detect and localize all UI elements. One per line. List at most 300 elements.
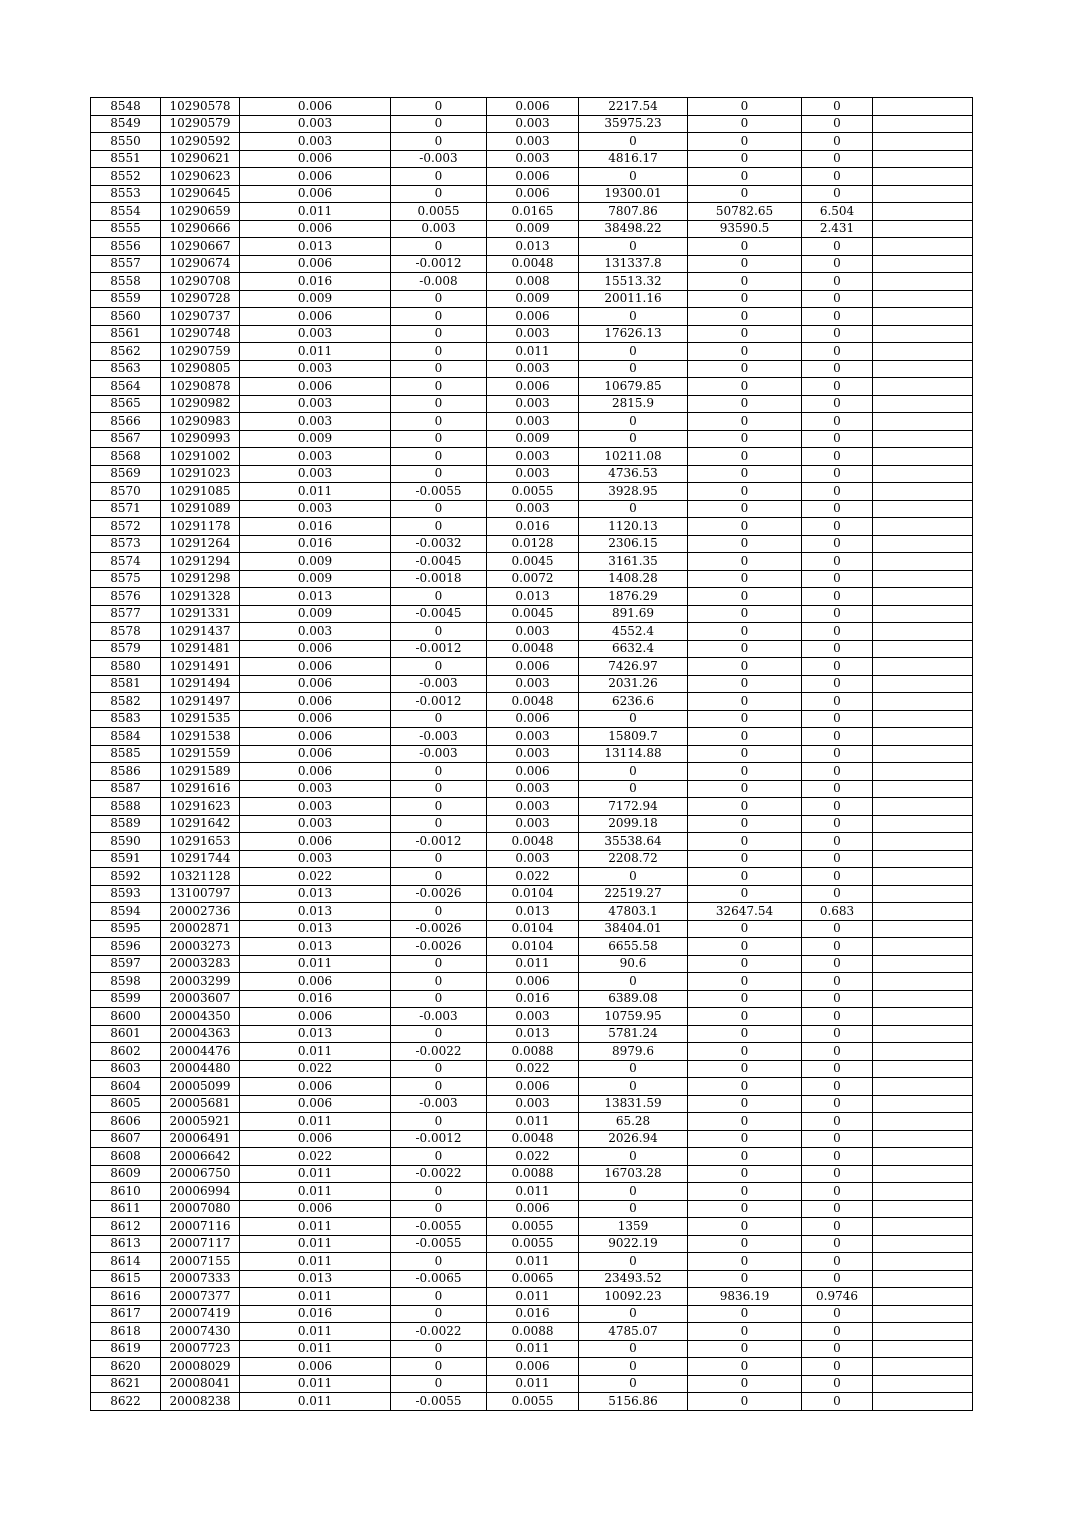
ratio-cell: 0.9746 [802,1288,873,1306]
value-a-cell: 0.006 [240,675,391,693]
ratio-cell: 0 [802,798,873,816]
row-index-cell: 8582 [91,693,161,711]
id-cell: 20007117 [161,1235,240,1253]
value-b-cell: 0 [391,1253,487,1271]
ratio-cell: 0 [802,833,873,851]
empty-cell [873,1253,973,1271]
amount-2-cell: 0 [688,150,802,168]
table-row [91,745,973,763]
empty-cell [873,588,973,606]
ratio-cell: 0 [802,1375,873,1393]
row-index-cell: 8578 [91,623,161,641]
table-row [91,290,973,308]
id-cell: 20003299 [161,973,240,991]
ratio-cell: 0 [802,850,873,868]
amount-2-cell: 0 [688,1095,802,1113]
row-index-cell: 8568 [91,448,161,466]
id-cell: 20005921 [161,1113,240,1131]
empty-cell [873,1095,973,1113]
value-b-cell: -0.008 [391,273,487,291]
row-index-cell: 8599 [91,990,161,1008]
row-index-cell: 8555 [91,220,161,238]
id-cell: 10291437 [161,623,240,641]
row-index-cell: 8618 [91,1323,161,1341]
amount-cell: 7807.86 [579,203,688,221]
id-cell: 10291744 [161,850,240,868]
ratio-cell: 0 [802,1305,873,1323]
id-cell: 10290623 [161,168,240,186]
value-c-cell: 0.016 [487,990,579,1008]
amount-2-cell: 0 [688,588,802,606]
table-row [91,518,973,536]
id-cell: 10291616 [161,780,240,798]
table-row [91,553,973,571]
ratio-cell: 0 [802,325,873,343]
amount-cell: 0 [579,1183,688,1201]
amount-2-cell: 0 [688,378,802,396]
ratio-cell: 0 [802,255,873,273]
id-cell: 10290666 [161,220,240,238]
amount-cell: 0 [579,413,688,431]
table-row [91,1305,973,1323]
amount-cell: 2099.18 [579,815,688,833]
value-b-cell: -0.0012 [391,693,487,711]
value-a-cell: 0.006 [240,150,391,168]
value-a-cell: 0.011 [240,1375,391,1393]
empty-cell [873,815,973,833]
id-cell: 10291294 [161,553,240,571]
amount-cell: 6655.58 [579,938,688,956]
value-a-cell: 0.016 [240,518,391,536]
row-index-cell: 8616 [91,1288,161,1306]
value-c-cell: 0.003 [487,728,579,746]
value-a-cell: 0.011 [240,1235,391,1253]
empty-cell [873,1043,973,1061]
id-cell: 10291642 [161,815,240,833]
row-index-cell: 8590 [91,833,161,851]
value-c-cell: 0.0055 [487,1218,579,1236]
id-cell: 10291085 [161,483,240,501]
id-cell: 10290674 [161,255,240,273]
value-b-cell: 0 [391,413,487,431]
amount-cell: 0 [579,1375,688,1393]
ratio-cell: 0 [802,1025,873,1043]
value-c-cell: 0.006 [487,185,579,203]
amount-2-cell: 0 [688,798,802,816]
ratio-cell: 0 [802,955,873,973]
value-a-cell: 0.011 [240,1043,391,1061]
table-row [91,780,973,798]
value-c-cell: 0.006 [487,1078,579,1096]
amount-cell: 3928.95 [579,483,688,501]
id-cell: 20005099 [161,1078,240,1096]
empty-cell [873,973,973,991]
amount-2-cell: 0 [688,518,802,536]
row-index-cell: 8558 [91,273,161,291]
value-c-cell: 0.011 [487,1183,579,1201]
table-row [91,920,973,938]
value-a-cell: 0.016 [240,535,391,553]
value-c-cell: 0.003 [487,360,579,378]
value-b-cell: -0.0045 [391,553,487,571]
amount-cell: 6236.6 [579,693,688,711]
value-a-cell: 0.006 [240,1358,391,1376]
value-c-cell: 0.011 [487,343,579,361]
amount-cell: 0 [579,1200,688,1218]
value-a-cell: 0.006 [240,308,391,326]
table-row [91,413,973,431]
empty-cell [873,483,973,501]
value-a-cell: 0.003 [240,500,391,518]
value-c-cell: 0.0072 [487,570,579,588]
table-row [91,710,973,728]
value-b-cell: 0 [391,430,487,448]
amount-cell: 891.69 [579,605,688,623]
amount-cell: 6389.08 [579,990,688,1008]
ratio-cell: 0 [802,150,873,168]
table-row [91,378,973,396]
value-c-cell: 0.003 [487,850,579,868]
value-c-cell: 0.011 [487,1340,579,1358]
id-cell: 20006491 [161,1130,240,1148]
value-c-cell: 0.006 [487,1200,579,1218]
row-index-cell: 8591 [91,850,161,868]
empty-cell [873,763,973,781]
id-cell: 20004480 [161,1060,240,1078]
amount-cell: 2026.94 [579,1130,688,1148]
value-c-cell: 0.003 [487,150,579,168]
amount-cell: 4736.53 [579,465,688,483]
table-row [91,1008,973,1026]
empty-cell [873,1358,973,1376]
table-row [91,1323,973,1341]
value-b-cell: 0 [391,1025,487,1043]
value-b-cell: 0 [391,780,487,798]
ratio-cell: 0 [802,1148,873,1166]
empty-cell [873,640,973,658]
row-index-cell: 8611 [91,1200,161,1218]
value-c-cell: 0.003 [487,675,579,693]
id-cell: 10290728 [161,290,240,308]
row-index-cell: 8592 [91,868,161,886]
amount-cell: 10679.85 [579,378,688,396]
value-b-cell: -0.0065 [391,1270,487,1288]
table-row [91,815,973,833]
amount-2-cell: 0 [688,465,802,483]
id-cell: 20008238 [161,1393,240,1411]
table-row [91,1288,973,1306]
value-a-cell: 0.006 [240,1078,391,1096]
value-a-cell: 0.006 [240,98,391,116]
value-b-cell: -0.0022 [391,1165,487,1183]
amount-cell: 2208.72 [579,850,688,868]
amount-2-cell: 0 [688,973,802,991]
value-b-cell: -0.0026 [391,920,487,938]
value-a-cell: 0.016 [240,273,391,291]
row-index-cell: 8594 [91,903,161,921]
ratio-cell: 0 [802,623,873,641]
ratio-cell: 0 [802,780,873,798]
empty-cell [873,413,973,431]
row-index-cell: 8612 [91,1218,161,1236]
value-a-cell: 0.022 [240,1060,391,1078]
amount-2-cell: 0 [688,185,802,203]
value-c-cell: 0.0055 [487,1393,579,1411]
row-index-cell: 8574 [91,553,161,571]
amount-cell: 2031.26 [579,675,688,693]
row-index-cell: 8554 [91,203,161,221]
ratio-cell: 0 [802,1078,873,1096]
amount-2-cell: 0 [688,448,802,466]
id-cell: 10321128 [161,868,240,886]
table-row [91,1183,973,1201]
table-row [91,640,973,658]
table-row [91,273,973,291]
value-a-cell: 0.009 [240,570,391,588]
ratio-cell: 2.431 [802,220,873,238]
value-b-cell: 0 [391,588,487,606]
id-cell: 10290982 [161,395,240,413]
table-row [91,1393,973,1411]
ratio-cell: 0 [802,1200,873,1218]
value-a-cell: 0.006 [240,378,391,396]
value-b-cell: -0.003 [391,1008,487,1026]
id-cell: 10291331 [161,605,240,623]
amount-cell: 7426.97 [579,658,688,676]
value-a-cell: 0.011 [240,1165,391,1183]
amount-2-cell: 0 [688,1200,802,1218]
table-row [91,1130,973,1148]
value-a-cell: 0.006 [240,745,391,763]
value-a-cell: 0.009 [240,553,391,571]
id-cell: 10291178 [161,518,240,536]
row-index-cell: 8579 [91,640,161,658]
ratio-cell: 0 [802,1393,873,1411]
value-a-cell: 0.013 [240,238,391,256]
value-a-cell: 0.011 [240,1113,391,1131]
empty-cell [873,1113,973,1131]
value-c-cell: 0.0055 [487,1235,579,1253]
amount-cell: 7172.94 [579,798,688,816]
amount-cell: 3161.35 [579,553,688,571]
value-b-cell: -0.003 [391,675,487,693]
amount-2-cell: 50782.65 [688,203,802,221]
value-c-cell: 0.0048 [487,833,579,851]
table-row [91,1375,973,1393]
value-a-cell: 0.013 [240,920,391,938]
empty-cell [873,465,973,483]
value-b-cell: 0 [391,903,487,921]
value-a-cell: 0.006 [240,693,391,711]
table-row [91,220,973,238]
table-row [91,448,973,466]
empty-cell [873,780,973,798]
value-c-cell: 0.003 [487,413,579,431]
empty-cell [873,1060,973,1078]
row-index-cell: 8572 [91,518,161,536]
amount-2-cell: 0 [688,1340,802,1358]
value-b-cell: -0.0022 [391,1323,487,1341]
value-c-cell: 0.0045 [487,605,579,623]
value-c-cell: 0.003 [487,325,579,343]
ratio-cell: 0 [802,1183,873,1201]
table-row [91,430,973,448]
ratio-cell: 0 [802,640,873,658]
amount-2-cell: 0 [688,850,802,868]
amount-2-cell: 0 [688,255,802,273]
ratio-cell: 0 [802,448,873,466]
amount-cell: 22519.27 [579,885,688,903]
empty-cell [873,1078,973,1096]
row-index-cell: 8589 [91,815,161,833]
ratio-cell: 0.683 [802,903,873,921]
row-index-cell: 8607 [91,1130,161,1148]
amount-cell: 0 [579,168,688,186]
table-row [91,955,973,973]
empty-cell [873,833,973,851]
id-cell: 20003607 [161,990,240,1008]
id-cell: 20007116 [161,1218,240,1236]
table-row [91,1025,973,1043]
row-index-cell: 8605 [91,1095,161,1113]
value-a-cell: 0.003 [240,465,391,483]
amount-cell: 13831.59 [579,1095,688,1113]
row-index-cell: 8550 [91,133,161,151]
ratio-cell: 0 [802,500,873,518]
amount-cell: 47803.1 [579,903,688,921]
amount-2-cell: 0 [688,1113,802,1131]
value-b-cell: 0 [391,360,487,378]
empty-cell [873,1288,973,1306]
row-index-cell: 8566 [91,413,161,431]
amount-cell: 2815.9 [579,395,688,413]
row-index-cell: 8549 [91,115,161,133]
ratio-cell: 0 [802,938,873,956]
value-b-cell: 0 [391,623,487,641]
id-cell: 10290878 [161,378,240,396]
value-a-cell: 0.006 [240,1200,391,1218]
ratio-cell: 0 [802,990,873,1008]
amount-2-cell: 0 [688,1218,802,1236]
value-b-cell: 0 [391,448,487,466]
ratio-cell: 0 [802,1043,873,1061]
amount-cell: 38404.01 [579,920,688,938]
value-a-cell: 0.016 [240,1305,391,1323]
amount-cell: 0 [579,763,688,781]
amount-cell: 16703.28 [579,1165,688,1183]
value-b-cell: 0 [391,308,487,326]
ratio-cell: 0 [802,168,873,186]
amount-2-cell: 0 [688,693,802,711]
value-b-cell: 0 [391,658,487,676]
row-index-cell: 8593 [91,885,161,903]
value-c-cell: 0.008 [487,273,579,291]
value-a-cell: 0.006 [240,728,391,746]
row-index-cell: 8552 [91,168,161,186]
value-c-cell: 0.006 [487,1358,579,1376]
value-a-cell: 0.006 [240,763,391,781]
amount-2-cell: 0 [688,570,802,588]
value-a-cell: 0.006 [240,1008,391,1026]
amount-2-cell: 0 [688,343,802,361]
amount-2-cell: 0 [688,290,802,308]
amount-2-cell: 0 [688,430,802,448]
amount-cell: 65.28 [579,1113,688,1131]
value-b-cell: -0.003 [391,728,487,746]
value-c-cell: 0.0048 [487,693,579,711]
empty-cell [873,553,973,571]
value-c-cell: 0.016 [487,1305,579,1323]
value-b-cell: 0 [391,500,487,518]
row-index-cell: 8575 [91,570,161,588]
amount-2-cell: 0 [688,938,802,956]
value-b-cell: -0.0012 [391,255,487,273]
empty-cell [873,1008,973,1026]
value-b-cell: -0.003 [391,745,487,763]
empty-cell [873,675,973,693]
value-c-cell: 0.011 [487,1375,579,1393]
id-cell: 20007419 [161,1305,240,1323]
empty-cell [873,1200,973,1218]
value-b-cell: 0 [391,1200,487,1218]
empty-cell [873,798,973,816]
ratio-cell: 0 [802,238,873,256]
amount-2-cell: 0 [688,623,802,641]
table-row [91,1043,973,1061]
value-a-cell: 0.022 [240,868,391,886]
table-row [91,1235,973,1253]
id-cell: 20004350 [161,1008,240,1026]
row-index-cell: 8573 [91,535,161,553]
value-a-cell: 0.013 [240,938,391,956]
row-index-cell: 8553 [91,185,161,203]
value-c-cell: 0.0065 [487,1270,579,1288]
table-row [91,1340,973,1358]
empty-cell [873,1130,973,1148]
empty-cell [873,238,973,256]
amount-cell: 9022.19 [579,1235,688,1253]
row-index-cell: 8595 [91,920,161,938]
table-row [91,168,973,186]
value-c-cell: 0.011 [487,1253,579,1271]
value-b-cell: 0 [391,185,487,203]
amount-cell: 2306.15 [579,535,688,553]
amount-cell: 0 [579,500,688,518]
amount-2-cell: 0 [688,955,802,973]
value-a-cell: 0.003 [240,360,391,378]
amount-cell: 15513.32 [579,273,688,291]
value-a-cell: 0.013 [240,1025,391,1043]
empty-cell [873,605,973,623]
id-cell: 20008029 [161,1358,240,1376]
ratio-cell: 0 [802,868,873,886]
value-a-cell: 0.003 [240,798,391,816]
value-a-cell: 0.011 [240,955,391,973]
empty-cell [873,728,973,746]
empty-cell [873,1340,973,1358]
empty-cell [873,448,973,466]
table-row [91,763,973,781]
row-index-cell: 8601 [91,1025,161,1043]
row-index-cell: 8584 [91,728,161,746]
empty-cell [873,1148,973,1166]
row-index-cell: 8560 [91,308,161,326]
id-cell: 10290579 [161,115,240,133]
value-a-cell: 0.006 [240,220,391,238]
row-index-cell: 8613 [91,1235,161,1253]
id-cell: 10290993 [161,430,240,448]
table-row [91,903,973,921]
